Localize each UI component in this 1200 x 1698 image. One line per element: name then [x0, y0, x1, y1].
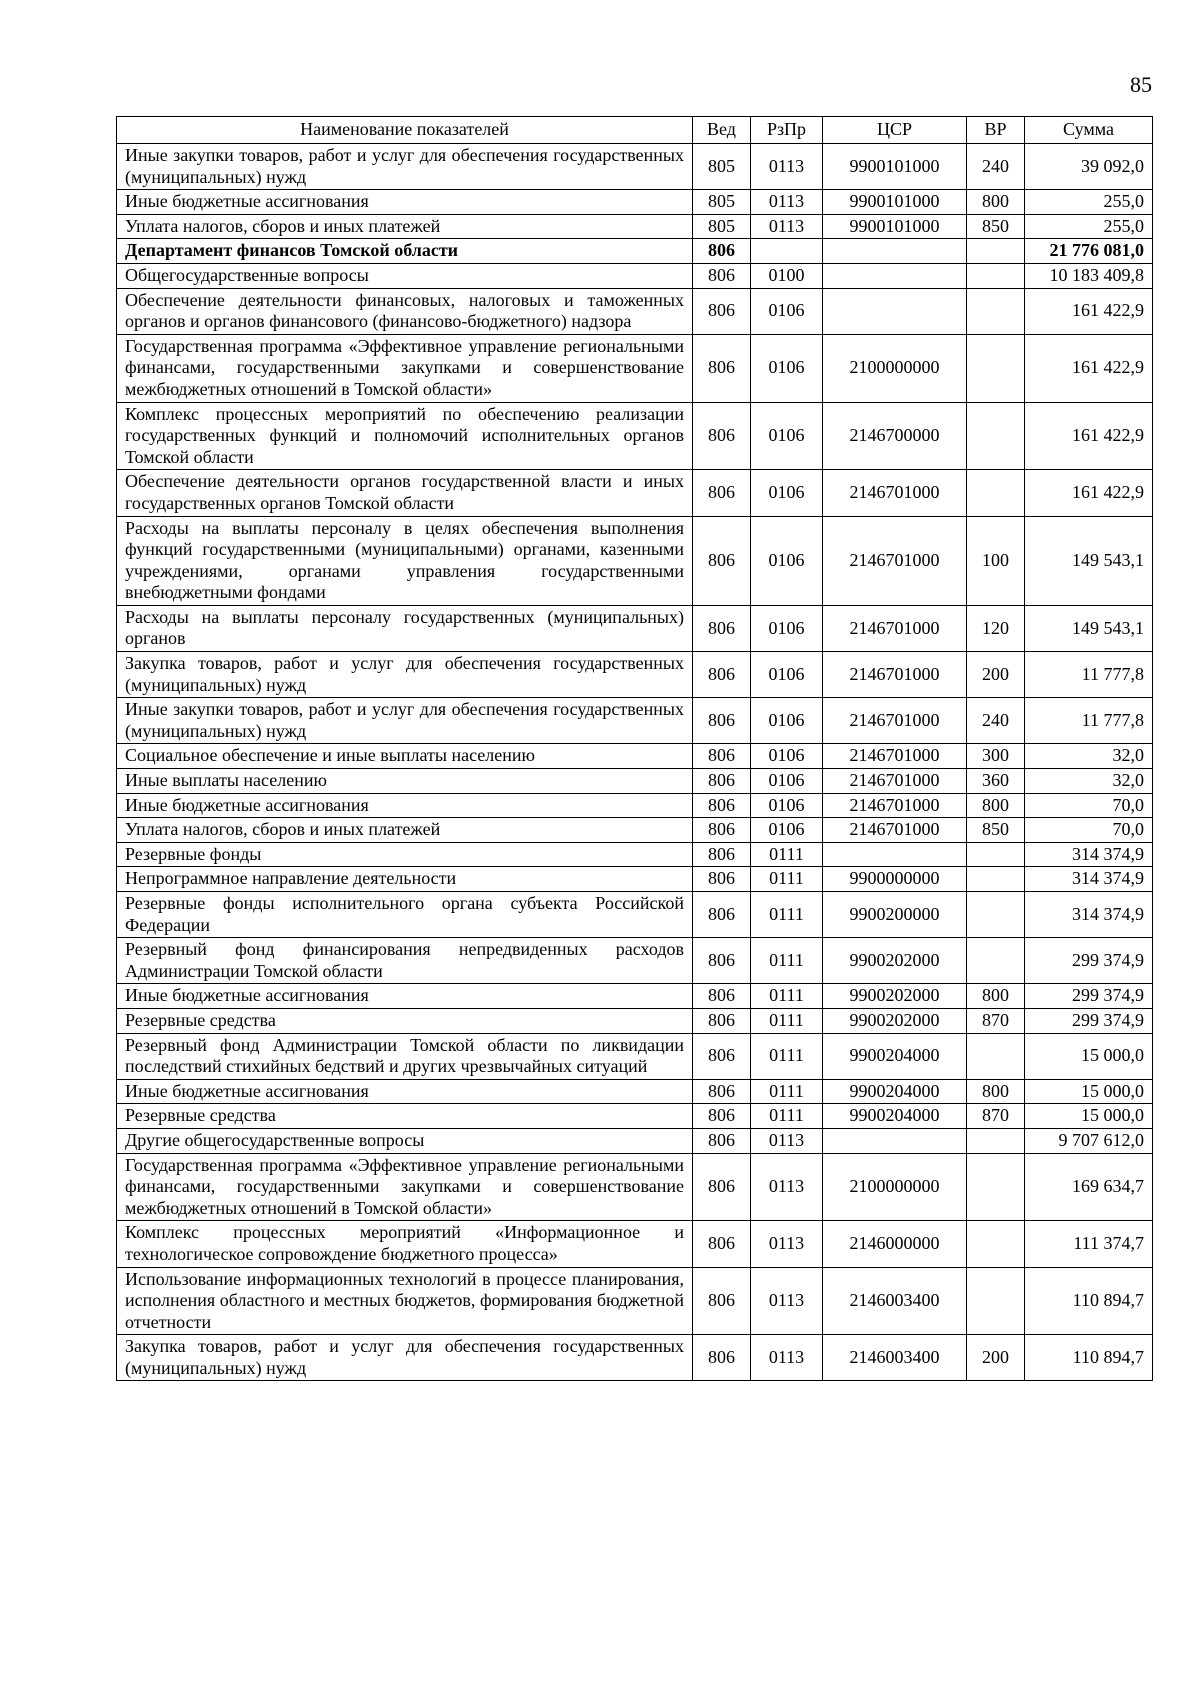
cell-name: Иные закупки товаров, работ и услуг для обеспечения государственных (муниципальных) нужд — [117, 144, 693, 190]
cell-vr: 120 — [967, 605, 1025, 651]
cell-csr — [823, 263, 967, 288]
cell-ved: 806 — [693, 984, 751, 1009]
cell-rzpr: 0111 — [751, 984, 823, 1009]
cell-rzpr: 0111 — [751, 867, 823, 892]
cell-ved: 806 — [693, 793, 751, 818]
cell-vr: 870 — [967, 1008, 1025, 1033]
cell-csr: 9900101000 — [823, 190, 967, 215]
cell-sum: 161 422,9 — [1025, 402, 1153, 470]
cell-sum: 39 092,0 — [1025, 144, 1153, 190]
header-sum: Сумма — [1025, 117, 1153, 144]
table-row — [117, 1008, 1153, 1033]
cell-rzpr: 0111 — [751, 842, 823, 867]
cell-name: Иные бюджетные ассигнования — [117, 1079, 693, 1104]
cell-rzpr: 0111 — [751, 1104, 823, 1129]
cell-ved: 806 — [693, 698, 751, 744]
cell-csr: 2146701000 — [823, 744, 967, 769]
cell-name: Обеспечение деятельности органов государственной власти и иных государственных органов Томской области — [117, 470, 693, 516]
cell-name: Общегосударственные вопросы — [117, 263, 693, 288]
cell-vr: 300 — [967, 744, 1025, 769]
cell-name: Уплата налогов, сборов и иных платежей — [117, 214, 693, 239]
table-row — [117, 769, 1153, 794]
cell-sum: 161 422,9 — [1025, 288, 1153, 334]
cell-vr: 870 — [967, 1104, 1025, 1129]
cell-csr: 2146701000 — [823, 516, 967, 605]
table-row — [117, 793, 1153, 818]
cell-ved: 806 — [693, 516, 751, 605]
page-number: 85 — [1130, 72, 1152, 97]
cell-rzpr: 0106 — [751, 698, 823, 744]
cell-vr — [967, 842, 1025, 867]
cell-name: Уплата налогов, сборов и иных платежей — [117, 818, 693, 843]
cell-ved: 806 — [693, 239, 751, 264]
cell-rzpr: 0113 — [751, 214, 823, 239]
cell-csr: 2146701000 — [823, 769, 967, 794]
cell-ved: 806 — [693, 334, 751, 402]
cell-sum: 299 374,9 — [1025, 938, 1153, 984]
cell-csr: 9900202000 — [823, 1008, 967, 1033]
cell-rzpr: 0106 — [751, 652, 823, 698]
cell-sum: 32,0 — [1025, 744, 1153, 769]
table-row — [117, 984, 1153, 1009]
cell-rzpr: 0113 — [751, 1221, 823, 1267]
cell-csr: 2146701000 — [823, 818, 967, 843]
cell-sum: 299 374,9 — [1025, 984, 1153, 1009]
cell-sum: 149 543,1 — [1025, 605, 1153, 651]
cell-name: Резервные фонды — [117, 842, 693, 867]
table-row — [117, 402, 1153, 470]
cell-csr: 9900101000 — [823, 214, 967, 239]
cell-sum: 161 422,9 — [1025, 334, 1153, 402]
cell-ved: 806 — [693, 892, 751, 938]
cell-vr: 800 — [967, 190, 1025, 215]
cell-name: Закупка товаров, работ и услуг для обеспечения государственных (муниципальных) нужд — [117, 652, 693, 698]
cell-name: Социальное обеспечение и иные выплаты населению — [117, 744, 693, 769]
cell-rzpr: 0106 — [751, 769, 823, 794]
table-body — [117, 144, 1153, 1381]
cell-sum: 11 777,8 — [1025, 698, 1153, 744]
cell-rzpr: 0106 — [751, 605, 823, 651]
cell-csr — [823, 1128, 967, 1153]
cell-name: Резервный фонд финансирования непредвиденных расходов Администрации Томской области — [117, 938, 693, 984]
table-row — [117, 1128, 1153, 1153]
cell-rzpr: 0106 — [751, 288, 823, 334]
cell-vr: 800 — [967, 793, 1025, 818]
cell-csr: 2146701000 — [823, 470, 967, 516]
cell-ved: 806 — [693, 938, 751, 984]
cell-name: Департамент финансов Томской области — [117, 239, 693, 264]
table-row — [117, 144, 1153, 190]
cell-rzpr: 0106 — [751, 334, 823, 402]
cell-vr — [967, 867, 1025, 892]
cell-name: Другие общегосударственные вопросы — [117, 1128, 693, 1153]
cell-sum: 255,0 — [1025, 190, 1153, 215]
cell-sum: 32,0 — [1025, 769, 1153, 794]
table-row — [117, 1221, 1153, 1267]
cell-vr: 240 — [967, 144, 1025, 190]
cell-vr: 100 — [967, 516, 1025, 605]
cell-csr: 2146003400 — [823, 1267, 967, 1335]
cell-csr: 9900204000 — [823, 1079, 967, 1104]
cell-name: Иные бюджетные ассигнования — [117, 190, 693, 215]
table-row — [117, 1033, 1153, 1079]
cell-sum: 110 894,7 — [1025, 1267, 1153, 1335]
cell-sum: 255,0 — [1025, 214, 1153, 239]
cell-name: Непрограммное направление деятельности — [117, 867, 693, 892]
cell-csr: 2146701000 — [823, 698, 967, 744]
cell-vr — [967, 1153, 1025, 1221]
cell-vr: 850 — [967, 214, 1025, 239]
cell-vr: 800 — [967, 1079, 1025, 1104]
cell-sum: 15 000,0 — [1025, 1079, 1153, 1104]
cell-rzpr: 0113 — [751, 1267, 823, 1335]
cell-rzpr: 0113 — [751, 1128, 823, 1153]
cell-sum: 161 422,9 — [1025, 470, 1153, 516]
cell-ved: 806 — [693, 867, 751, 892]
cell-vr: 200 — [967, 652, 1025, 698]
cell-ved: 806 — [693, 288, 751, 334]
cell-csr: 9900101000 — [823, 144, 967, 190]
cell-ved: 806 — [693, 652, 751, 698]
cell-rzpr: 0111 — [751, 938, 823, 984]
cell-vr: 850 — [967, 818, 1025, 843]
cell-name: Резервные средства — [117, 1104, 693, 1129]
cell-sum: 9 707 612,0 — [1025, 1128, 1153, 1153]
cell-csr: 2146000000 — [823, 1221, 967, 1267]
budget-table — [116, 116, 1153, 1381]
cell-sum: 111 374,7 — [1025, 1221, 1153, 1267]
cell-name: Иные закупки товаров, работ и услуг для обеспечения государственных (муниципальных) нужд — [117, 698, 693, 744]
cell-ved: 806 — [693, 1128, 751, 1153]
cell-vr — [967, 288, 1025, 334]
table-row — [117, 818, 1153, 843]
cell-ved: 806 — [693, 1267, 751, 1335]
cell-ved: 805 — [693, 190, 751, 215]
header-ved: Вед — [693, 117, 751, 144]
cell-sum: 11 777,8 — [1025, 652, 1153, 698]
cell-rzpr: 0106 — [751, 470, 823, 516]
cell-name: Иные выплаты населению — [117, 769, 693, 794]
cell-vr — [967, 263, 1025, 288]
cell-name: Комплекс процессных мероприятий «Информационное и технологическое сопровождение бюджетного процесса» — [117, 1221, 693, 1267]
table-header-row — [117, 117, 1153, 144]
cell-vr — [967, 239, 1025, 264]
cell-name: Использование информационных технологий в процессе планирования, исполнения областного и местных бюджетов, формирования бюджетной отчетности — [117, 1267, 693, 1335]
cell-csr: 9900000000 — [823, 867, 967, 892]
cell-vr: 360 — [967, 769, 1025, 794]
cell-vr — [967, 938, 1025, 984]
cell-name: Резервные средства — [117, 1008, 693, 1033]
table-row — [117, 1335, 1153, 1381]
table-row — [117, 842, 1153, 867]
table-row — [117, 1267, 1153, 1335]
cell-csr — [823, 239, 967, 264]
cell-csr: 9900200000 — [823, 892, 967, 938]
header-vr: ВР — [967, 117, 1025, 144]
cell-csr: 2146701000 — [823, 793, 967, 818]
cell-vr: 200 — [967, 1335, 1025, 1381]
table-row — [117, 1153, 1153, 1221]
cell-rzpr: 0100 — [751, 263, 823, 288]
table-row — [117, 892, 1153, 938]
table-row — [117, 652, 1153, 698]
cell-ved: 806 — [693, 1008, 751, 1033]
cell-csr: 2146700000 — [823, 402, 967, 470]
cell-rzpr: 0111 — [751, 1008, 823, 1033]
cell-ved: 806 — [693, 842, 751, 867]
cell-vr — [967, 1221, 1025, 1267]
cell-name: Комплекс процессных мероприятий по обеспечению реализации государственных функций и полномочий исполнительных органов Томской области — [117, 402, 693, 470]
cell-ved: 805 — [693, 144, 751, 190]
cell-csr: 2146701000 — [823, 652, 967, 698]
table-row — [117, 239, 1153, 264]
cell-sum: 21 776 081,0 — [1025, 239, 1153, 264]
cell-rzpr: 0113 — [751, 1153, 823, 1221]
table-row — [117, 214, 1153, 239]
cell-vr — [967, 892, 1025, 938]
cell-name: Закупка товаров, работ и услуг для обеспечения государственных (муниципальных) нужд — [117, 1335, 693, 1381]
cell-vr — [967, 470, 1025, 516]
cell-sum: 169 634,7 — [1025, 1153, 1153, 1221]
cell-vr — [967, 1128, 1025, 1153]
cell-csr: 9900204000 — [823, 1104, 967, 1129]
cell-rzpr: 0113 — [751, 1335, 823, 1381]
cell-name: Расходы на выплаты персоналу в целях обеспечения выполнения функций государственными (муниципальными) органами, казенными учреждениями, органами управления государственными внебюджетными фондами — [117, 516, 693, 605]
table-row — [117, 744, 1153, 769]
cell-rzpr — [751, 239, 823, 264]
cell-ved: 805 — [693, 214, 751, 239]
cell-vr — [967, 334, 1025, 402]
cell-name: Расходы на выплаты персоналу государственных (муниципальных) органов — [117, 605, 693, 651]
cell-csr — [823, 842, 967, 867]
cell-sum: 15 000,0 — [1025, 1033, 1153, 1079]
cell-sum: 314 374,9 — [1025, 867, 1153, 892]
cell-sum: 149 543,1 — [1025, 516, 1153, 605]
cell-ved: 806 — [693, 1104, 751, 1129]
cell-sum: 314 374,9 — [1025, 842, 1153, 867]
cell-name: Государственная программа «Эффективное управление региональными финансами, государственными закупками и совершенствование межбюджетных отношений в Томской области» — [117, 334, 693, 402]
cell-ved: 806 — [693, 1153, 751, 1221]
table-row — [117, 334, 1153, 402]
cell-ved: 806 — [693, 1221, 751, 1267]
cell-name: Государственная программа «Эффективное управление региональными финансами, государственными закупками и совершенствование межбюджетных отношений в Томской области» — [117, 1153, 693, 1221]
cell-sum: 299 374,9 — [1025, 1008, 1153, 1033]
cell-rzpr: 0113 — [751, 190, 823, 215]
cell-sum: 70,0 — [1025, 793, 1153, 818]
cell-vr: 240 — [967, 698, 1025, 744]
cell-vr — [967, 1267, 1025, 1335]
cell-name: Иные бюджетные ассигнования — [117, 793, 693, 818]
cell-rzpr: 0111 — [751, 892, 823, 938]
cell-rzpr: 0111 — [751, 1033, 823, 1079]
table-row — [117, 288, 1153, 334]
cell-csr: 9900202000 — [823, 938, 967, 984]
cell-name: Резервные фонды исполнительного органа субъекта Российской Федерации — [117, 892, 693, 938]
header-rzpr: РзПр — [751, 117, 823, 144]
cell-vr: 800 — [967, 984, 1025, 1009]
header-csr: ЦСР — [823, 117, 967, 144]
table-row — [117, 938, 1153, 984]
table-row — [117, 470, 1153, 516]
cell-rzpr: 0106 — [751, 744, 823, 769]
cell-ved: 806 — [693, 1335, 751, 1381]
cell-rzpr: 0106 — [751, 818, 823, 843]
cell-sum: 70,0 — [1025, 818, 1153, 843]
cell-ved: 806 — [693, 605, 751, 651]
cell-ved: 806 — [693, 769, 751, 794]
cell-rzpr: 0106 — [751, 793, 823, 818]
cell-name: Иные бюджетные ассигнования — [117, 984, 693, 1009]
cell-csr: 2146003400 — [823, 1335, 967, 1381]
cell-vr — [967, 1033, 1025, 1079]
cell-sum: 10 183 409,8 — [1025, 263, 1153, 288]
cell-csr: 2100000000 — [823, 1153, 967, 1221]
table-row — [117, 516, 1153, 605]
table-row — [117, 1104, 1153, 1129]
cell-ved: 806 — [693, 402, 751, 470]
cell-sum: 110 894,7 — [1025, 1335, 1153, 1381]
cell-csr: 2100000000 — [823, 334, 967, 402]
cell-ved: 806 — [693, 470, 751, 516]
table-row — [117, 698, 1153, 744]
cell-name: Резервный фонд Администрации Томской области по ликвидации последствий стихийных бедствий и других чрезвычайных ситуаций — [117, 1033, 693, 1079]
cell-name: Обеспечение деятельности финансовых, налоговых и таможенных органов и органов финансового (финансово-бюджетного) надзора — [117, 288, 693, 334]
table-row — [117, 1079, 1153, 1104]
table-row — [117, 867, 1153, 892]
table-row — [117, 263, 1153, 288]
cell-ved: 806 — [693, 1033, 751, 1079]
cell-sum: 15 000,0 — [1025, 1104, 1153, 1129]
cell-ved: 806 — [693, 744, 751, 769]
table-row — [117, 605, 1153, 651]
header-name: Наименование показателей — [117, 117, 693, 144]
cell-csr: 2146701000 — [823, 605, 967, 651]
cell-rzpr: 0106 — [751, 516, 823, 605]
cell-ved: 806 — [693, 1079, 751, 1104]
table-row — [117, 190, 1153, 215]
cell-csr — [823, 288, 967, 334]
cell-ved: 806 — [693, 263, 751, 288]
cell-rzpr: 0106 — [751, 402, 823, 470]
cell-rzpr: 0111 — [751, 1079, 823, 1104]
cell-csr: 9900202000 — [823, 984, 967, 1009]
cell-rzpr: 0113 — [751, 144, 823, 190]
cell-sum: 314 374,9 — [1025, 892, 1153, 938]
cell-csr: 9900204000 — [823, 1033, 967, 1079]
cell-vr — [967, 402, 1025, 470]
cell-ved: 806 — [693, 818, 751, 843]
